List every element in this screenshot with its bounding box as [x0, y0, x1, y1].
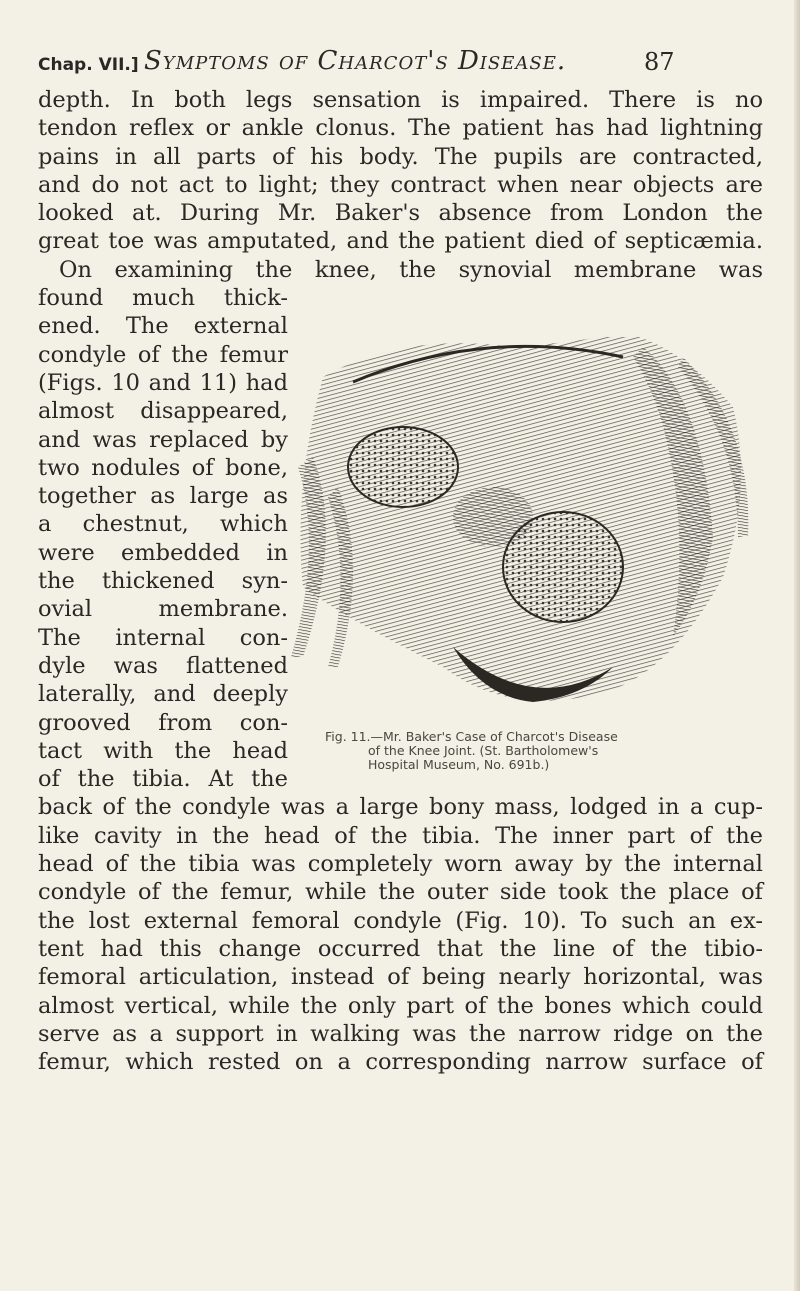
body-line: together as large as — [38, 483, 288, 510]
body-line: found much thick- — [38, 285, 288, 312]
body-line: of the tibia. At the — [38, 766, 288, 793]
knee-joint-illustration — [283, 337, 763, 737]
body-line: tendon reflex or ankle clonus. The patient has had lightning — [38, 115, 763, 142]
body-line: and was replaced by — [38, 426, 288, 453]
body-line: looked at. During Mr. Baker's absence from London the — [38, 200, 763, 227]
body-line: were embedded in — [38, 539, 288, 566]
body-line: (Figs. 10 and 11) had — [38, 369, 288, 396]
caption-line: Hospital Museum, No. 691b.) — [368, 757, 550, 772]
body-line: On examining the knee, the synovial membrane was — [59, 256, 763, 283]
body-line: depth. In both legs sensation is impaired. There is no — [38, 87, 763, 113]
chapter-label: Chap. VII.] — [38, 55, 139, 75]
body-line: like cavity in the head of the tibia. The inner part of the — [38, 822, 763, 849]
page-edge — [794, 0, 800, 1291]
figure-caption — [307, 730, 763, 772]
body-line: condyle of the femur, while the outer side took the place of — [38, 879, 763, 906]
caption-line: of the Knee Joint. (St. Bartholomew's — [368, 743, 599, 758]
body-line: head of the tibia was completely worn away by the internal — [38, 851, 763, 878]
page-number: 87 — [644, 48, 675, 76]
body-line: a chestnut, which — [38, 511, 288, 538]
body-line: laterally, and deeply — [38, 681, 288, 708]
knee-joint-engraving — [283, 337, 763, 772]
body-line: ovial membrane. — [38, 596, 288, 623]
body-line: femoral articulation, instead of being nearly horizontal, was — [38, 964, 763, 991]
body-line: two nodules of bone, — [38, 454, 288, 481]
body-line: grooved from con- — [38, 709, 288, 736]
running-title: Symptoms of Charcot's Disease. — [144, 46, 567, 76]
body-line: femur, which rested on a corresponding narrow surface of — [38, 1049, 763, 1076]
body-line: dyle was flattened — [38, 652, 288, 679]
body-line: almost disappeared, — [38, 398, 288, 425]
body-line: almost vertical, while the only part of the bones which could — [38, 992, 763, 1019]
body-line: condyle of the femur — [38, 341, 288, 368]
running-head — [38, 46, 762, 80]
body-line: serve as a support in walking was the narrow ridge on the — [38, 1020, 763, 1047]
body-line: and do not act to light; they contract when near objects are — [38, 171, 763, 198]
body-line: The internal con- — [38, 624, 288, 651]
body-line: back of the condyle was a large bony mass, lodged in a cup- — [38, 794, 763, 821]
caption-line: Fig. 11.—Mr. Baker's Case of Charcot's Disease — [325, 729, 618, 744]
body-line: tact with the head — [38, 737, 288, 764]
body-line: the lost external femoral condyle (Fig. 10). To such an ex- — [38, 907, 763, 934]
body-line: ened. The external — [38, 313, 288, 340]
body-line: great toe was amputated, and the patient died of septicæmia. — [38, 228, 763, 255]
body-line: tent had this change occurred that the line of the tibio- — [38, 935, 763, 962]
body-line: pains in all parts of his body. The pupils are contracted, — [38, 143, 763, 170]
body-line: the thickened syn- — [38, 568, 288, 595]
